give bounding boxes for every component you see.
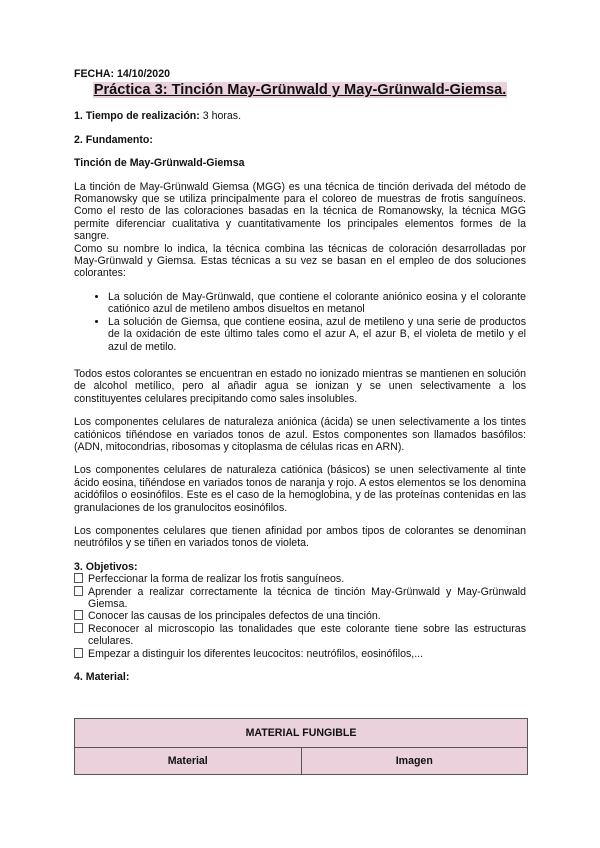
table-title-cell: MATERIAL FUNGIBLE bbox=[75, 719, 528, 748]
list-item bbox=[74, 573, 526, 585]
objetivos-list bbox=[74, 573, 526, 660]
list-item bbox=[74, 623, 526, 648]
fundamento-paragraph-3: Todos estos colorantes se encuentran en estado no ionizado mientras se mantienen en solución de alcohol metílico, pero al añadir agua se ionizan y se unen selectivamente a los constituyentes celulares precipitando como sales insolubles. bbox=[74, 367, 526, 405]
material-heading: 4. Material: bbox=[74, 671, 130, 684]
objective-text: Perfeccionar la forma de realizar los frotis sanguíneos. bbox=[88, 573, 345, 586]
fundamento-paragraph-2: Como su nombre lo indica, la técnica combina las técnicas de coloración desarrolladas por May-Grünwald y Giemsa. Estas técnicas a su vez se basan en el empleo de dos soluciones colorantes: bbox=[74, 242, 526, 280]
objective-text: Aprender a realizar correctamente la técnica de tinción May-Grünwald y May-Grünwald Giemsa. bbox=[88, 585, 526, 610]
list-item bbox=[74, 586, 526, 611]
title-wrap bbox=[74, 82, 526, 98]
fundamento-paragraph-5: Los componentes celulares de naturaleza catiónica (básicos) se unen selectivamente al tinte ácido eosina, tiñéndose en variados tonos de naranja y rojo. A estos elementos se los denomina acidófilos o eosinófilos. Este es el caso de la hemoglobina, y de las proteínas contenidas en las granulaciones de los granulocitos eosinófilos. bbox=[74, 464, 526, 514]
tiempo-value: 3 horas. bbox=[199, 110, 242, 123]
list-item bbox=[74, 610, 526, 622]
list-item: • La solución de Giemsa, que contiene eosina, azul de metileno y una serie de productos de la oxidación de este último tales como el azur A, el azur B, el violeta de metilo y el azul de metilo. bbox=[108, 316, 526, 353]
material-table bbox=[74, 718, 528, 775]
document-title: Práctica 3: Tinción May-Grünwald y May-Grünwald-Giemsa. bbox=[93, 82, 507, 99]
solutions-list bbox=[74, 291, 526, 353]
document-page bbox=[74, 68, 526, 683]
checkbox-icon bbox=[74, 573, 83, 583]
objetivos-heading: 3. Objetivos: bbox=[74, 560, 138, 573]
checkbox-icon bbox=[74, 623, 83, 633]
date-line: FECHA: 14/10/2020 bbox=[74, 68, 170, 80]
fundamento-paragraph-4: Los componentes celulares de naturaleza aniónica (ácida) se unen selectivamente a los tintes catiónicos tiñéndose en variados tonos de azul. Estos componentes son llamados basófilos: (ADN, mitocondrias, ribosomas y citoplasma de células ricas en ARN). bbox=[74, 416, 526, 453]
checkbox-icon bbox=[74, 648, 83, 658]
fundamento-subheading: Tinción de May-Grünwald-Giemsa bbox=[74, 157, 245, 170]
table-row bbox=[75, 719, 528, 748]
fundamento-heading: 2. Fundamento: bbox=[74, 133, 153, 146]
checkbox-icon bbox=[74, 610, 83, 620]
list-item: • La solución de May-Grünwald, que contiene el colorante aniónico eosina y el colorante catiónico azul de metileno ambos disueltos en metanol bbox=[108, 291, 526, 316]
fundamento-paragraph-6: Los componentes celulares que tienen afinidad por ambos tipos de colorantes se denominan neutrófilos y se tiñen en variados tonos de violeta. bbox=[74, 524, 526, 550]
table-row bbox=[75, 748, 528, 775]
objective-text: Reconocer al microscopio las tonalidades que este colorante tiene sobre las estructuras celulares. bbox=[88, 622, 526, 648]
objective-text: Empezar a distinguir los diferentes leucocitos: neutrófilos, eosinófilos,... bbox=[88, 647, 424, 660]
column-header-imagen: Imagen bbox=[301, 748, 528, 775]
column-header-material: Material bbox=[75, 748, 302, 775]
objective-text: Conocer las causas de los principales defectos de una tinción. bbox=[88, 610, 381, 623]
checkbox-icon bbox=[74, 586, 83, 596]
tiempo-label: 1. Tiempo de realización: bbox=[74, 110, 200, 123]
list-item bbox=[74, 648, 526, 660]
tiempo-line bbox=[74, 110, 526, 122]
fundamento-paragraph-1: La tinción de May-Grünwald Giemsa (MGG) es una técnica de tinción derivada del método de Romanowsky que se utiliza principalmente para el coloreo de muestras de frotis sanguíneos. Como el resto de las coloraciones basadas en la técnica de Romanowsky, la técnica MGG permite diferenciar cualitativa y cuantitativamente los principales elementos formes de la sangre. bbox=[74, 180, 526, 243]
